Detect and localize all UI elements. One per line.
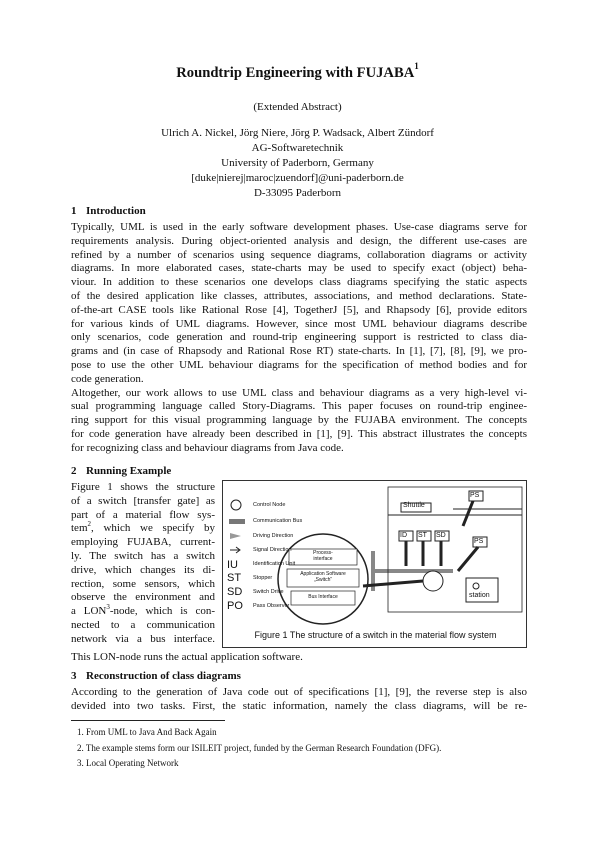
- text-line: for code generation have already been described in [1], [9]. This abstract illustrates the concepts: [71, 427, 527, 440]
- text-line: pose to use the other UML behaviour diagrams for the specification of method bodies and for: [71, 358, 527, 371]
- text-line: diagrams. In more elaborated cases, state-charts may be used to specify exact (object) beha-: [71, 262, 527, 275]
- section-number: 2: [71, 465, 77, 477]
- author-names: Ulrich A. Nickel, Jörg Niere, Jörg P. Wadsack, Albert Zündorf: [161, 127, 434, 139]
- sd-label: SD: [436, 532, 446, 539]
- footnote-rule: [71, 720, 225, 721]
- text-line: of-the-art CASE tools like Rational Rose [4], TogetherJ [5], and Rhapsody [6], provide editors: [71, 303, 527, 316]
- text-line: employing FUJABA, current-: [71, 536, 215, 549]
- section-number: 1: [71, 205, 77, 217]
- footnote-mark: 2: [87, 520, 91, 529]
- text-line: network via a bus interface.: [71, 632, 215, 645]
- legend-bus-icon: [229, 519, 245, 524]
- legend-label: Stopper: [253, 575, 273, 581]
- text-fragment: , which we specify by: [91, 522, 215, 535]
- author-address: D-33095 Paderborn: [253, 187, 342, 199]
- text-line: code generation.: [71, 372, 144, 385]
- title-text: Roundtrip Engineering with FUJABA: [176, 64, 415, 81]
- section-heading-reconstruction: [71, 670, 241, 682]
- track-right: [453, 509, 522, 515]
- legend-label: Switch Drive: [253, 589, 284, 595]
- running-example-text: [71, 481, 215, 647]
- text-line: requirements analysis. During object-oriented analysis and design, the different use-cases are: [71, 234, 527, 247]
- text-line: ly. The switch has a switch: [71, 549, 215, 562]
- footnote-mark: 3: [106, 603, 110, 612]
- paper-title: [0, 63, 595, 82]
- id-label: ID: [400, 532, 407, 539]
- footnote: 1. From UML to Java And Back Again: [77, 727, 217, 737]
- legend-label: Control Node: [253, 502, 286, 508]
- text-fragment: tem: [71, 522, 88, 535]
- text-line: devided into two tasks. First, the static information, namely the class diagrams, will be re-: [71, 699, 527, 712]
- text-line: refined by a number of scenarios using sequence diagrams, collaboration diagrams or activity: [71, 248, 527, 261]
- text-line: Figure 1 shows the structure: [71, 481, 215, 493]
- ps-label-top: PS: [470, 492, 480, 499]
- ps-label-right: PS: [474, 538, 484, 545]
- author-emails: [duke|nierej|maroc|zuendorf]@uni-paderborn.de: [191, 172, 404, 184]
- text-line: for recognizing class and behaviour diagrams from Java code.: [71, 441, 344, 454]
- introduction-text: [71, 221, 527, 456]
- legend-signal-icon: [230, 547, 240, 553]
- section-title: Introduction: [86, 205, 146, 217]
- section-title: Reconstruction of class diagrams: [86, 670, 241, 682]
- application-software-label: Application Software „Switch“: [300, 571, 346, 583]
- text-line: [71, 605, 215, 619]
- text-line: part of a material flow sys-: [71, 508, 215, 521]
- text-line: ring support for this visual programming language by the FUJABA environment. The concepts: [71, 414, 527, 427]
- text-line: of a switch [transfer gate] as: [71, 494, 215, 507]
- reconstruction-text: [71, 686, 527, 714]
- text-fragment: a LON: [71, 605, 107, 618]
- legend-abbr: PO: [227, 600, 243, 612]
- legend-label: Communication Bus: [253, 518, 303, 524]
- footnote: 2. The example stems form our ISILEIT project, funded by the German Research Foundation (DFG).: [77, 743, 442, 753]
- legend-circle-icon: [231, 500, 241, 510]
- lon-node-circle: [423, 571, 443, 591]
- legend-abbr: IU: [227, 559, 238, 571]
- legend-arrow-icon: [230, 533, 241, 539]
- legend-abbr: ST: [227, 572, 242, 584]
- text-line: [71, 522, 215, 536]
- figure-1: [222, 480, 527, 648]
- section-heading-introduction: [71, 205, 146, 217]
- text-line: Typically, UML is used in the early software development phases. Use-case diagrams serve for: [71, 221, 527, 233]
- legend-label: Driving Direction: [253, 533, 294, 539]
- footnote: 3. Local Operating Network: [77, 758, 179, 768]
- process-interface-label: Process- interface: [313, 550, 333, 562]
- legend-abbr: SD: [227, 586, 243, 598]
- bus-interface-label: Bus Interface: [308, 594, 338, 600]
- text-line: nected to a communication: [71, 618, 215, 631]
- st-label: ST: [418, 532, 427, 539]
- text-line: rection, some sensors, which: [71, 577, 215, 590]
- legend-label: Pass Observer: [253, 603, 290, 609]
- text-line: viour. In addition to these scenarios one develops class diagrams specifying the static aspects: [71, 276, 527, 289]
- text-fragment: -node, which is con-: [109, 605, 215, 618]
- text-line: of the desired application like classes, attributes, associations, and method declarations. State-: [71, 289, 527, 302]
- author-university: University of Paderborn, Germany: [221, 157, 374, 169]
- text-line: drive, which changes its di-: [71, 563, 215, 576]
- text-line: for various kinds of UML diagrams. However, since most UML behaviour diagrams describe: [71, 317, 527, 330]
- text-line: sual programming language called Story-Diagrams. This paper focuses on round-trip enginee-: [71, 400, 527, 413]
- author-group: AG-Softwaretechnik: [251, 142, 344, 154]
- section-number: 3: [71, 670, 77, 682]
- text-line: grams and (in case of Rhapsody and Rational Rose RT) state-charts. In [1], [7], [8], [9], we pro-: [71, 345, 527, 358]
- title-footnote-mark: 1: [414, 61, 419, 71]
- text-line: According to the generation of Java code out of specifications [1], [9], the reverse step is also: [71, 686, 527, 698]
- shuttle-label: Shuttle: [403, 502, 425, 509]
- section-title: Running Example: [86, 465, 172, 477]
- section-heading-running-example: [71, 465, 171, 477]
- paper-subtitle: (Extended Abstract): [253, 101, 342, 113]
- legend-label: Signal Direction: [253, 547, 292, 553]
- author-block: [0, 126, 595, 201]
- legend-label: Identification Unit: [253, 561, 296, 567]
- text-line: Altogether, our work allows to use UML class and behaviour diagrams as a very high-level vi-: [71, 386, 527, 399]
- figure-caption: Figure 1 The structure of a switch in the material flow system: [254, 630, 497, 640]
- text-line: only scenarios, code generation and round-trip engineering support is restricted to class dia-: [71, 331, 527, 344]
- station-label: station: [469, 592, 490, 599]
- text-line: observe the environment and: [71, 591, 215, 604]
- station-icon: [473, 583, 479, 589]
- running-example-last-line: This LON-node runs the actual application software.: [71, 651, 303, 663]
